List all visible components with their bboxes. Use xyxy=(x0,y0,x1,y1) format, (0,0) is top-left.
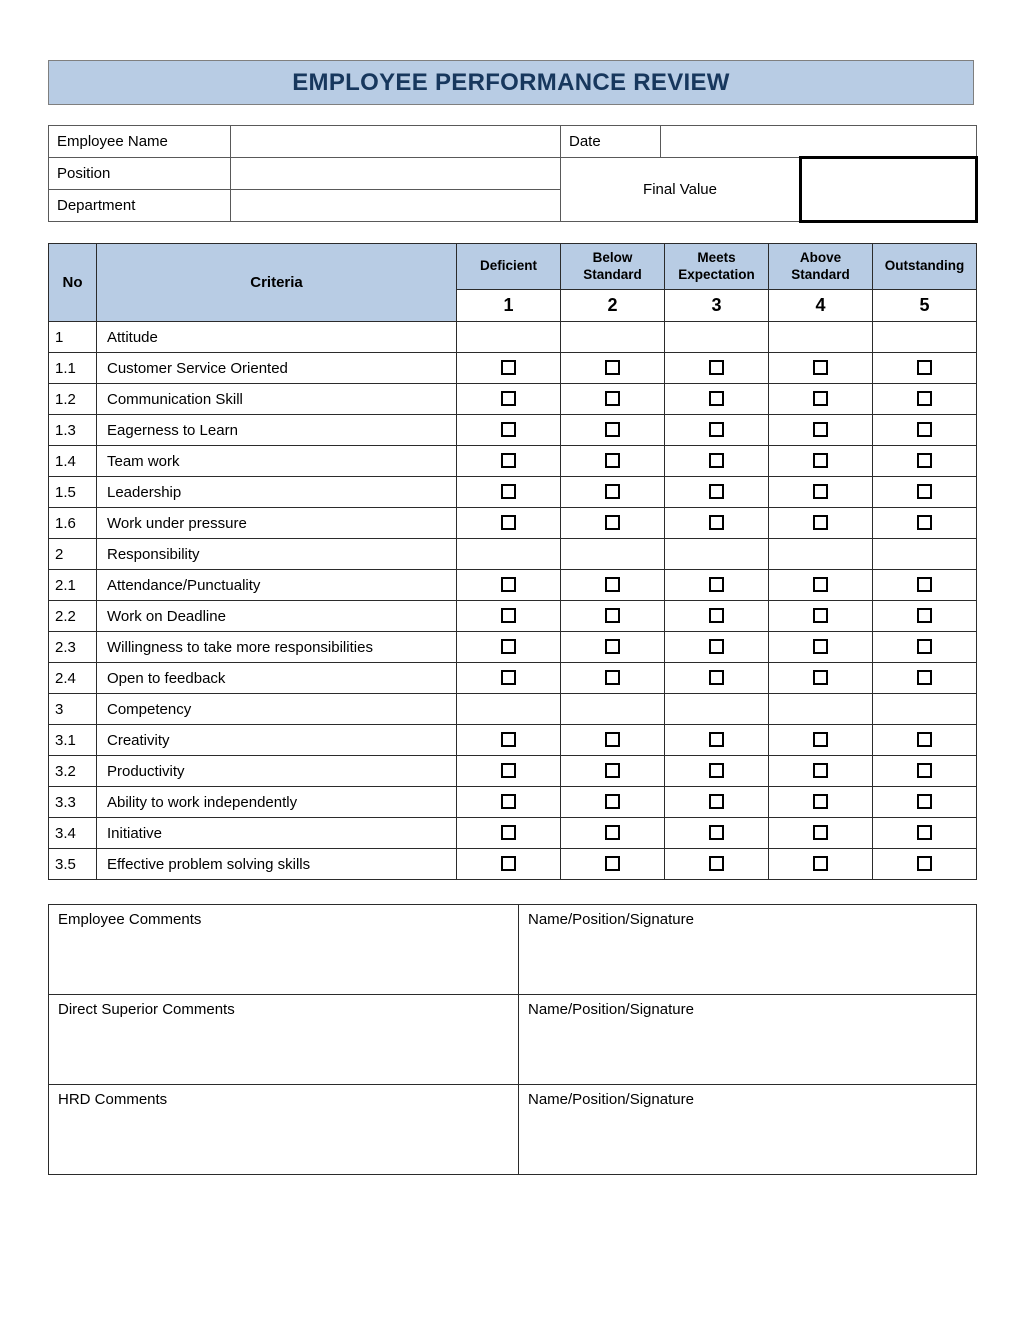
rating-checkbox[interactable] xyxy=(605,670,620,685)
rating-checkbox[interactable] xyxy=(501,484,516,499)
criteria-label: Eagerness to Learn xyxy=(97,415,457,446)
criteria-label: Effective problem solving skills xyxy=(97,849,457,880)
rating-cell xyxy=(665,725,769,756)
rating-cell xyxy=(873,508,977,539)
rating-checkbox[interactable] xyxy=(605,577,620,592)
rating-cell xyxy=(665,353,769,384)
rating-checkbox[interactable] xyxy=(501,639,516,654)
rating-checkbox[interactable] xyxy=(501,391,516,406)
rating-cell xyxy=(457,787,561,818)
rating-value-4: 4 xyxy=(769,290,873,322)
rating-header-outstanding: Outstanding xyxy=(873,244,977,290)
rating-checkbox[interactable] xyxy=(813,794,828,809)
rating-cell xyxy=(457,539,561,570)
rating-cell xyxy=(873,539,977,570)
rating-cell xyxy=(457,725,561,756)
criteria-no: 1.5 xyxy=(49,477,97,508)
criteria-no: 1.1 xyxy=(49,353,97,384)
rating-cell xyxy=(769,322,873,353)
rating-checkbox[interactable] xyxy=(917,639,932,654)
signature-cell[interactable] xyxy=(519,995,977,1085)
rating-checkbox[interactable] xyxy=(709,608,724,623)
info-row xyxy=(49,126,977,158)
criteria-label: Team work xyxy=(97,446,457,477)
rating-checkbox[interactable] xyxy=(917,484,932,499)
rating-checkbox[interactable] xyxy=(917,453,932,468)
info-row xyxy=(49,158,977,190)
rating-cell xyxy=(457,818,561,849)
criteria-column-header: Criteria xyxy=(97,244,457,322)
rating-checkbox[interactable] xyxy=(709,360,724,375)
rating-checkbox[interactable] xyxy=(605,608,620,623)
rating-checkbox[interactable] xyxy=(501,360,516,375)
rating-header-below-standard: Below Standard xyxy=(561,244,665,290)
rating-cell xyxy=(561,477,665,508)
rating-checkbox[interactable] xyxy=(917,577,932,592)
criteria-header-row xyxy=(49,244,977,290)
criteria-item-row xyxy=(49,849,977,880)
rating-checkbox[interactable] xyxy=(501,763,516,778)
criteria-item-row xyxy=(49,632,977,663)
rating-value-3: 3 xyxy=(665,290,769,322)
criteria-no: 3 xyxy=(49,694,97,725)
rating-checkbox[interactable] xyxy=(709,577,724,592)
employee-name-label: Employee Name xyxy=(49,126,231,158)
rating-checkbox[interactable] xyxy=(605,391,620,406)
rating-checkbox[interactable] xyxy=(605,360,620,375)
direct-superior-comments-label: Direct Superior Comments xyxy=(58,1001,235,1018)
rating-cell xyxy=(665,322,769,353)
rating-cell xyxy=(457,632,561,663)
criteria-no: 2.4 xyxy=(49,663,97,694)
rating-cell xyxy=(561,632,665,663)
rating-cell xyxy=(665,632,769,663)
rating-cell xyxy=(769,539,873,570)
criteria-no: 2.3 xyxy=(49,632,97,663)
hrd-comments-cell[interactable] xyxy=(49,1085,519,1175)
rating-cell xyxy=(457,694,561,725)
rating-value-1: 1 xyxy=(457,290,561,322)
rating-checkbox[interactable] xyxy=(709,794,724,809)
rating-checkbox[interactable] xyxy=(813,422,828,437)
rating-checkbox[interactable] xyxy=(813,608,828,623)
criteria-no: 3.3 xyxy=(49,787,97,818)
rating-cell xyxy=(561,539,665,570)
rating-checkbox[interactable] xyxy=(917,825,932,840)
rating-cell xyxy=(457,663,561,694)
rating-cell xyxy=(561,508,665,539)
criteria-item-row xyxy=(49,353,977,384)
rating-checkbox[interactable] xyxy=(501,856,516,871)
criteria-item-row xyxy=(49,415,977,446)
rating-cell xyxy=(665,787,769,818)
rating-checkbox[interactable] xyxy=(501,732,516,747)
criteria-label: Productivity xyxy=(97,756,457,787)
rating-cell xyxy=(561,694,665,725)
rating-cell xyxy=(769,725,873,756)
criteria-no: 3.1 xyxy=(49,725,97,756)
rating-header-above-standard: Above Standard xyxy=(769,244,873,290)
criteria-section-row xyxy=(49,694,977,725)
criteria-item-row xyxy=(49,663,977,694)
criteria-item-row xyxy=(49,477,977,508)
department-label: Department xyxy=(49,190,231,222)
rating-cell xyxy=(457,756,561,787)
rating-checkbox[interactable] xyxy=(605,856,620,871)
rating-checkbox[interactable] xyxy=(605,422,620,437)
rating-cell xyxy=(665,849,769,880)
rating-checkbox[interactable] xyxy=(501,608,516,623)
rating-cell xyxy=(769,415,873,446)
criteria-no: 2.2 xyxy=(49,601,97,632)
direct-superior-comments-cell[interactable] xyxy=(49,995,519,1085)
rating-checkbox[interactable] xyxy=(709,453,724,468)
rating-cell xyxy=(561,446,665,477)
position-input[interactable] xyxy=(231,158,561,190)
hrd-comments-label: HRD Comments xyxy=(58,1091,168,1108)
rating-checkbox[interactable] xyxy=(813,453,828,468)
rating-checkbox[interactable] xyxy=(917,391,932,406)
rating-cell xyxy=(665,384,769,415)
rating-checkbox[interactable] xyxy=(501,422,516,437)
rating-cell xyxy=(873,570,977,601)
rating-cell xyxy=(561,849,665,880)
rating-cell xyxy=(769,601,873,632)
rating-checkbox[interactable] xyxy=(501,453,516,468)
criteria-item-row xyxy=(49,818,977,849)
rating-cell xyxy=(665,477,769,508)
rating-checkbox[interactable] xyxy=(813,856,828,871)
rating-header-deficient: Deficient xyxy=(457,244,561,290)
criteria-item-row xyxy=(49,508,977,539)
criteria-no: 2.1 xyxy=(49,570,97,601)
rating-cell xyxy=(457,415,561,446)
rating-cell xyxy=(665,539,769,570)
criteria-no: 1.2 xyxy=(49,384,97,415)
rating-cell xyxy=(873,322,977,353)
rating-cell xyxy=(561,570,665,601)
rating-cell xyxy=(665,446,769,477)
final-value-label: Final Value xyxy=(561,158,801,222)
signature-label: Name/Position/Signature xyxy=(528,1091,694,1108)
rating-cell xyxy=(561,415,665,446)
department-input[interactable] xyxy=(231,190,561,222)
rating-cell xyxy=(873,632,977,663)
rating-cell xyxy=(561,663,665,694)
rating-cell xyxy=(769,663,873,694)
rating-checkbox[interactable] xyxy=(605,825,620,840)
signature-label: Name/Position/Signature xyxy=(528,1001,694,1018)
rating-checkbox[interactable] xyxy=(813,732,828,747)
rating-value-5: 5 xyxy=(873,290,977,322)
employee-info-table xyxy=(48,125,978,223)
rating-cell xyxy=(561,601,665,632)
final-value-input[interactable] xyxy=(801,158,977,222)
rating-cell xyxy=(561,725,665,756)
rating-cell xyxy=(873,818,977,849)
rating-cell xyxy=(561,384,665,415)
rating-cell xyxy=(769,694,873,725)
rating-checkbox[interactable] xyxy=(917,794,932,809)
rating-cell xyxy=(873,446,977,477)
rating-cell xyxy=(457,570,561,601)
rating-checkbox[interactable] xyxy=(917,422,932,437)
rating-checkbox[interactable] xyxy=(605,732,620,747)
rating-checkbox[interactable] xyxy=(709,856,724,871)
rating-cell xyxy=(873,694,977,725)
criteria-section-row xyxy=(49,322,977,353)
rating-checkbox[interactable] xyxy=(917,763,932,778)
criteria-item-row xyxy=(49,601,977,632)
criteria-label: Creativity xyxy=(97,725,457,756)
rating-checkbox[interactable] xyxy=(813,825,828,840)
rating-cell xyxy=(769,849,873,880)
date-input[interactable] xyxy=(661,126,977,158)
employee-name-input[interactable] xyxy=(231,126,561,158)
rating-checkbox[interactable] xyxy=(605,794,620,809)
criteria-label: Work on Deadline xyxy=(97,601,457,632)
criteria-label: Open to feedback xyxy=(97,663,457,694)
rating-cell xyxy=(769,477,873,508)
page-title: EMPLOYEE PERFORMANCE REVIEW xyxy=(292,68,730,96)
criteria-table xyxy=(48,243,977,880)
signature-cell[interactable] xyxy=(519,905,977,995)
date-label: Date xyxy=(561,126,661,158)
criteria-no: 1 xyxy=(49,322,97,353)
rating-checkbox[interactable] xyxy=(813,763,828,778)
criteria-body xyxy=(49,322,977,880)
rating-cell xyxy=(769,508,873,539)
rating-cell xyxy=(665,570,769,601)
rating-cell xyxy=(457,384,561,415)
rating-cell xyxy=(665,415,769,446)
criteria-label: Responsibility xyxy=(97,539,457,570)
title-bar xyxy=(48,60,974,105)
rating-checkbox[interactable] xyxy=(709,825,724,840)
rating-value-2: 2 xyxy=(561,290,665,322)
rating-cell xyxy=(665,663,769,694)
criteria-label: Ability to work independently xyxy=(97,787,457,818)
rating-header-meets-expectation: Meets Expectation xyxy=(665,244,769,290)
rating-checkbox[interactable] xyxy=(709,639,724,654)
rating-checkbox[interactable] xyxy=(813,639,828,654)
rating-cell xyxy=(457,508,561,539)
rating-cell xyxy=(769,756,873,787)
rating-cell xyxy=(769,570,873,601)
rating-checkbox[interactable] xyxy=(813,577,828,592)
criteria-no: 1.4 xyxy=(49,446,97,477)
rating-checkbox[interactable] xyxy=(709,422,724,437)
comments-row xyxy=(49,995,977,1085)
rating-cell xyxy=(873,477,977,508)
rating-checkbox[interactable] xyxy=(709,732,724,747)
rating-cell xyxy=(457,477,561,508)
rating-cell xyxy=(873,756,977,787)
rating-cell xyxy=(769,446,873,477)
rating-checkbox[interactable] xyxy=(813,484,828,499)
rating-cell xyxy=(561,756,665,787)
criteria-item-row xyxy=(49,570,977,601)
criteria-item-row xyxy=(49,725,977,756)
rating-cell xyxy=(873,601,977,632)
comments-row xyxy=(49,1085,977,1175)
rating-checkbox[interactable] xyxy=(917,360,932,375)
rating-checkbox[interactable] xyxy=(709,670,724,685)
rating-cell xyxy=(769,787,873,818)
rating-cell xyxy=(561,322,665,353)
rating-checkbox[interactable] xyxy=(917,515,932,530)
rating-cell xyxy=(769,353,873,384)
rating-cell xyxy=(665,508,769,539)
rating-checkbox[interactable] xyxy=(709,515,724,530)
rating-cell xyxy=(873,849,977,880)
employee-comments-cell[interactable] xyxy=(49,905,519,995)
rating-cell xyxy=(769,384,873,415)
rating-checkbox[interactable] xyxy=(501,670,516,685)
rating-checkbox[interactable] xyxy=(917,732,932,747)
rating-checkbox[interactable] xyxy=(501,515,516,530)
rating-cell xyxy=(873,353,977,384)
criteria-item-row xyxy=(49,756,977,787)
criteria-label: Communication Skill xyxy=(97,384,457,415)
rating-cell xyxy=(665,756,769,787)
rating-checkbox[interactable] xyxy=(501,794,516,809)
rating-cell xyxy=(769,632,873,663)
rating-checkbox[interactable] xyxy=(709,484,724,499)
criteria-section-row xyxy=(49,539,977,570)
rating-checkbox[interactable] xyxy=(917,670,932,685)
rating-cell xyxy=(873,384,977,415)
rating-checkbox[interactable] xyxy=(813,670,828,685)
criteria-label: Work under pressure xyxy=(97,508,457,539)
signature-label: Name/Position/Signature xyxy=(528,911,694,928)
rating-checkbox[interactable] xyxy=(813,515,828,530)
rating-checkbox[interactable] xyxy=(709,391,724,406)
rating-checkbox[interactable] xyxy=(917,608,932,623)
rating-cell xyxy=(457,601,561,632)
criteria-label: Initiative xyxy=(97,818,457,849)
criteria-label: Customer Service Oriented xyxy=(97,353,457,384)
rating-checkbox[interactable] xyxy=(813,360,828,375)
criteria-item-row xyxy=(49,787,977,818)
rating-cell xyxy=(457,849,561,880)
rating-cell xyxy=(457,446,561,477)
criteria-item-row xyxy=(49,446,977,477)
position-label: Position xyxy=(49,158,231,190)
rating-checkbox[interactable] xyxy=(501,825,516,840)
signature-cell[interactable] xyxy=(519,1085,977,1175)
rating-checkbox[interactable] xyxy=(605,484,620,499)
rating-cell xyxy=(665,694,769,725)
criteria-no: 3.5 xyxy=(49,849,97,880)
rating-checkbox[interactable] xyxy=(501,577,516,592)
criteria-no: 1.6 xyxy=(49,508,97,539)
rating-checkbox[interactable] xyxy=(813,391,828,406)
criteria-label: Competency xyxy=(97,694,457,725)
criteria-no: 2 xyxy=(49,539,97,570)
rating-cell xyxy=(873,415,977,446)
rating-checkbox[interactable] xyxy=(605,639,620,654)
rating-cell xyxy=(769,818,873,849)
criteria-label: Willingness to take more responsibilities xyxy=(97,632,457,663)
rating-cell xyxy=(561,818,665,849)
rating-checkbox[interactable] xyxy=(605,453,620,468)
rating-cell xyxy=(873,663,977,694)
criteria-label: Attitude xyxy=(97,322,457,353)
criteria-label: Leadership xyxy=(97,477,457,508)
criteria-item-row xyxy=(49,384,977,415)
criteria-no: 1.3 xyxy=(49,415,97,446)
rating-checkbox[interactable] xyxy=(605,515,620,530)
rating-cell xyxy=(561,787,665,818)
rating-checkbox[interactable] xyxy=(605,763,620,778)
rating-checkbox[interactable] xyxy=(709,763,724,778)
criteria-no: 3.4 xyxy=(49,818,97,849)
rating-cell xyxy=(665,601,769,632)
comments-table xyxy=(48,904,977,1175)
no-column-header: No xyxy=(49,244,97,322)
employee-comments-label: Employee Comments xyxy=(58,911,202,928)
comments-row xyxy=(49,905,977,995)
rating-cell xyxy=(457,322,561,353)
criteria-no: 3.2 xyxy=(49,756,97,787)
rating-cell xyxy=(561,353,665,384)
rating-cell xyxy=(873,725,977,756)
rating-checkbox[interactable] xyxy=(917,856,932,871)
criteria-label: Attendance/Punctuality xyxy=(97,570,457,601)
rating-cell xyxy=(873,787,977,818)
rating-cell xyxy=(457,353,561,384)
rating-cell xyxy=(665,818,769,849)
